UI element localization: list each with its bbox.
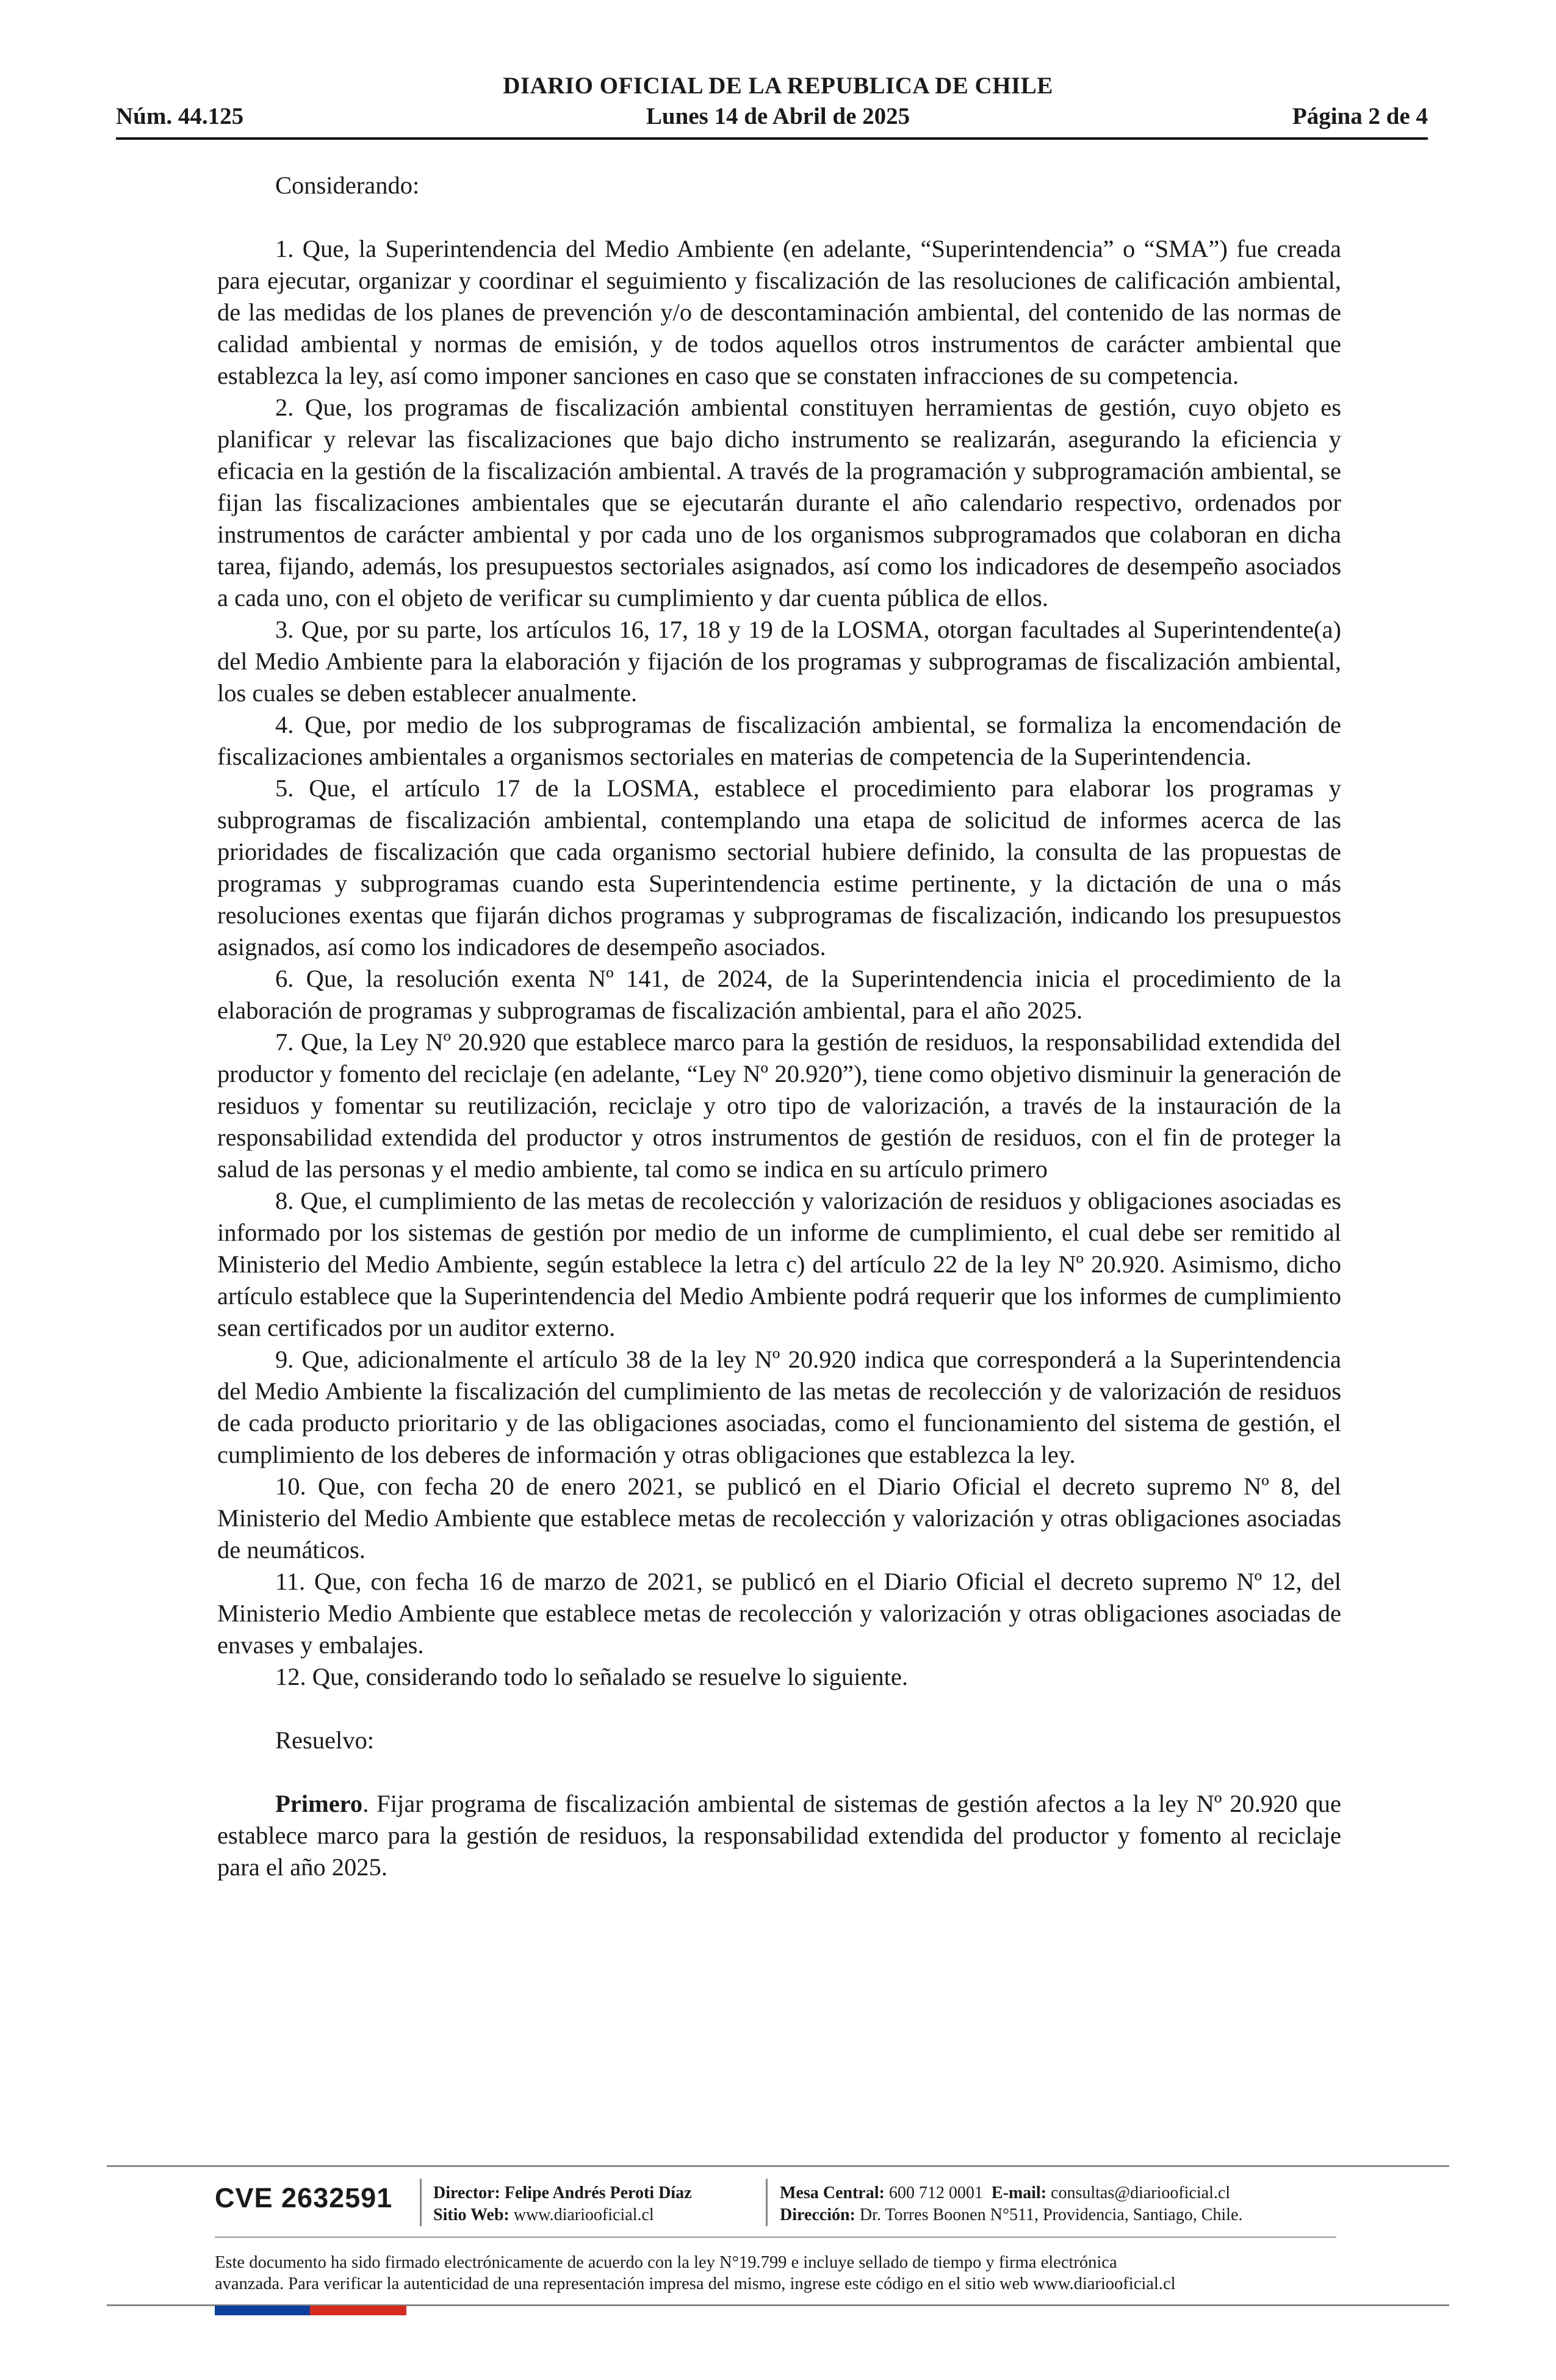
paragraph-1: 1. Que, la Superintendencia del Medio Ambiente (en adelante, “Superintendencia” o “SMA”) fue creada para ejecutar, organizar y coordinar el seguimiento y fiscalización de las resoluciones de calificación ambiental, de las medidas de los planes de prevención y/o de descontaminación ambiental, del contenido de las normas de calidad ambiental y normas de emisión, y de todos aquellos otros instrumentos de carácter ambiental que establezca la ley, así como imponer sanciones en caso que se constaten infracciones de su competencia. [217, 235, 1341, 389]
paragraph-7: 7. Que, la Ley Nº 20.920 que establece marco para la gestión de residuos, la responsabilidad extendida del productor y fomento del reciclaje (en adelante, “Ley Nº 20.920”), tiene como objetivo disminuir la generación de residuos y fomentar su reutilización, reciclaje y otro tipo de valorización, a través de la instauración de la responsabilidad extendida del productor y otros instrumentos de gestión de residuos, con el fin de proteger la salud de las personas y el medio ambiente, tal como se indica en su artículo primero [217, 1028, 1341, 1183]
paragraph-2: 2. Que, los programas de fiscalización ambiental constituyen herramientas de gestión, cuyo objeto es planificar y relevar las fiscalizaciones que bajo dicho instrumento se realizarán, asegurando la eficiencia y eficacia en la gestión de la fiscalización ambiental. A través de la programación y subprogramación ambiental, se fijan las fiscalizaciones ambientales que se ejecutarán durante el año calendario respectivo, ordenados por instrumentos de carácter ambiental y por cada uno de los organismos subprogramados que colaboran en dicha tarea, fijando, además, los presupuestos sectoriales asignados, así como los indicadores de desempeño asociados a cada uno, con el objeto de verificar su cumplimiento y dar cuenta pública de ellos. [217, 394, 1341, 611]
paragraph-10: 10. Que, con fecha 20 de enero 2021, se publicó en el Diario Oficial el decreto supremo Nº 8, del Ministerio del Medio Ambiente que establece metas de recolección y valorización y otras obligaciones asociadas de neumáticos. [217, 1473, 1341, 1563]
resolution-primero [217, 1788, 1341, 1883]
footer-contact-block [780, 2182, 1242, 2226]
legal-notice-line-2: avanzada. Para verificar la autenticidad de una representación impresa del mismo, ingrese este código en el sitio web www.diariooficial.cl [215, 2274, 1176, 2293]
paragraph-3: 3. Que, por su parte, los artículos 16, 17, 18 y 19 de la LOSMA, otorgan facultades al Superintendente(a) del Medio Ambiente para la elaboración y fijación de los programas y subprogramas de fiscalización ambiental, los cuales se deben establecer anualmente. [217, 616, 1341, 707]
director-name: Felipe Andrés Peroti Díaz [504, 2183, 692, 2202]
footer-divider-mid [215, 2237, 1336, 2238]
primero-label: Primero [275, 1790, 363, 1817]
considerando-heading: Considerando: [275, 171, 420, 199]
flag-stripe-blue [215, 2306, 310, 2315]
paragraph-11: 11. Que, con fecha 16 de marzo de 2021, se publicó en el Diario Oficial el decreto supremo Nº 12, del Ministerio Medio Ambiente que establece metas de recolección y valorización y otras obligaciones asociadas de envases y embalajes. [217, 1568, 1341, 1659]
document-body [217, 170, 1341, 1883]
website-link[interactable]: www.diariooficial.cl [513, 2205, 654, 2224]
footer-divider-top [107, 2165, 1449, 2167]
footer-separator [420, 2179, 422, 2226]
footer-separator [766, 2179, 768, 2226]
paragraph-12: 12. Que, considerando todo lo señalado se resuelve lo siguiente. [275, 1663, 908, 1690]
paragraph-4: 4. Que, por medio de los subprogramas de fiscalización ambiental, se formaliza la encomendación de fiscalizaciones ambientales a organismos sectoriales en materias de competencia de la Superintendencia. [217, 711, 1341, 770]
website-label: Sitio Web: [433, 2205, 510, 2224]
cve-code: CVE 2632591 [215, 2182, 393, 2213]
legal-notice [215, 2252, 1344, 2295]
paragraph-9: 9. Que, adicionalmente el artículo 38 de la ley Nº 20.920 indica que corresponderá a la Superintendencia del Medio Ambiente la fiscalización del cumplimiento de las metas de recolección y de valorización de residuos de cada producto prioritario y de las obligaciones asociadas, como el funcionamiento del sistema de gestión, el cumplimiento de los deberes de información y otras obligaciones que establezca la ley. [217, 1346, 1341, 1468]
issue-number: Núm. 44.125 [116, 103, 244, 129]
primero-text: . Fijar programa de fiscalización ambiental de sistemas de gestión afectos a la ley Nº 20.920 que establece marco para la gestión de residuos, la responsabilidad extendida del productor y fomento al reciclaje para el año 2025. [217, 1790, 1341, 1881]
page-indicator: Página 2 de 4 [1292, 103, 1428, 129]
paragraph-6: 6. Que, la resolución exenta Nº 141, de 2024, de la Superintendencia inicia el procedimiento de la elaboración de programas y subprogramas de fiscalización ambiental, para el año 2025. [217, 965, 1341, 1024]
phone-value: 600 712 0001 [888, 2183, 983, 2202]
paragraph-5: 5. Que, el artículo 17 de la LOSMA, establece el procedimiento para elaborar los programas y subprogramas de fiscalización ambiental, contemplando una etapa de solicitud de informes acerca de las prioridades de fiscalización que cada organismo sectorial hubiere definido, la consulta de las propuestas de programas y subprogramas cuando esta Superintendencia estime pertinente, y la dictación de una o más resoluciones exentas que fijarán dichos programas y subprogramas de fiscalización, indicando los presupuestos asignados, así como los indicadores de desempeño asociados. [217, 774, 1341, 961]
flag-stripe-red [310, 2306, 406, 2315]
address-label: Dirección: [780, 2205, 855, 2224]
newspaper-title: DIARIO OFICIAL DE LA REPUBLICA DE CHILE [503, 73, 1053, 99]
address-value: Dr. Torres Boonen N°511, Providencia, Santiago, Chile. [859, 2205, 1243, 2224]
resuelvo-heading: Resuelvo: [275, 1726, 374, 1754]
issue-date: Lunes 14 de Abril de 2025 [646, 103, 910, 129]
email-label: E-mail: [991, 2183, 1047, 2202]
phone-label: Mesa Central: [780, 2183, 885, 2202]
legal-notice-line-1: Este documento ha sido firmado electrónicamente de acuerdo con la ley N°19.799 e incluye sellado de tiempo y firma electrónica [215, 2253, 1117, 2272]
paragraph-8: 8. Que, el cumplimiento de las metas de recolección y valorización de residuos y obligaciones asociadas es informado por los sistemas de gestión por medio de un informe de cumplimiento, el cual debe ser remitido al Ministerio del Medio Ambiente, según establece la letra c) del artículo 22 de la ley Nº 20.920. Asimismo, dicho artículo establece que la Superintendencia del Medio Ambiente podrá requerir que los informes de cumplimiento sean certificados por un auditor externo. [217, 1187, 1341, 1341]
header-divider [116, 137, 1428, 140]
email-link[interactable]: consultas@diariooficial.cl [1051, 2183, 1231, 2202]
footer-director-block [433, 2182, 692, 2226]
director-label: Director: [433, 2183, 500, 2202]
